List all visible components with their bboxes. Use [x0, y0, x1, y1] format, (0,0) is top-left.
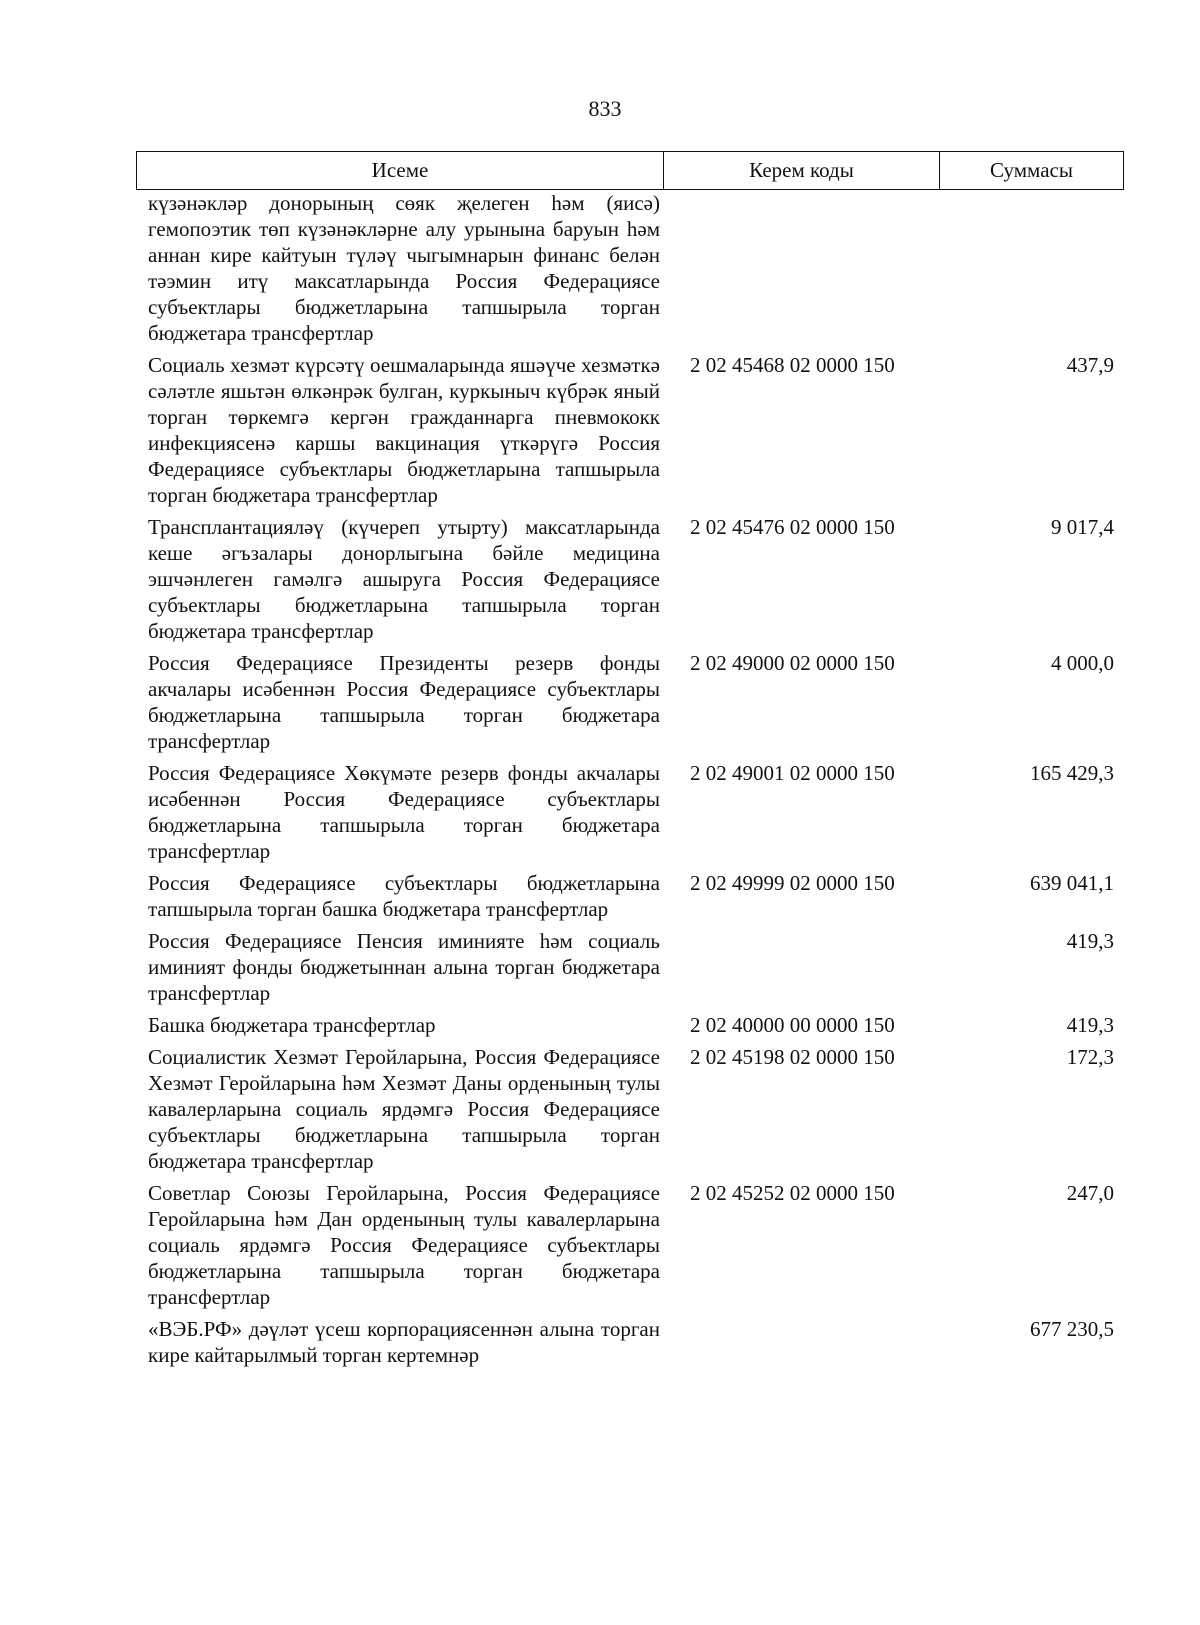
row-name: Россия Федерациясе Президенты резерв фонды акчалары исәбеннән Россия Федерациясе субъектлары бюджетларына тапшырыла торган бюджетара трансфертлар: [148, 651, 660, 753]
row-sum: 677 230,5: [1030, 1317, 1114, 1341]
row-sum: 419,3: [1066, 1013, 1114, 1037]
header-sum: Суммасы: [990, 158, 1073, 182]
row-sum: 165 429,3: [1030, 761, 1114, 785]
row-sum: 4 000,0: [1051, 651, 1114, 675]
table-row: [136, 870, 1124, 922]
table-body: [136, 190, 1124, 1368]
row-sum: [937, 190, 1124, 346]
table-row: [136, 190, 1124, 346]
table-row: [136, 514, 1124, 644]
row-code: 2 02 45198 02 0000 150: [690, 1045, 895, 1069]
row-name: күзәнәкләр донорының сөяк җелеген һәм (яисә) гемопоэтик төп күзәнәкләрне алу урынына баруын һәм аннан кире кайтуын түләү чыгымнарын финанс белән тәэмин итү максатларында Россия Федерациясе субъектлары бюджетларына тапшырыла торган бюджетара трансфертлар: [148, 191, 660, 345]
row-name: «ВЭБ.РФ» дәүләт үсеш корпорациясеннән алына торган кире кайтарылмый торган кертемнәр: [148, 1317, 660, 1367]
row-sum: 172,3: [1066, 1045, 1114, 1069]
row-code: 2 02 45476 02 0000 150: [690, 515, 895, 539]
row-code: 2 02 45252 02 0000 150: [690, 1181, 895, 1205]
row-name: Социалистик Хезмәт Геройларына, Россия Федерациясе Хезмәт Геройларына һәм Хезмәт Даны орденының тулы кавалерларына социаль ярдәмгә Россия Федерациясе субъектлары бюджетларына тапшырыла торган бюджетара трансфертлар: [148, 1045, 660, 1173]
table-row: [136, 1316, 1124, 1368]
row-name: Трансплантацияләү (күчереп утырту) максатларында кеше әгъзалары донорлыгына бәйле медицина эшчәнлеген гамәлгә ашыруга Россия Федерациясе субъектлары бюджетларына тапшырыла торган бюджетара трансфертлар: [148, 515, 660, 643]
header-code: Керем коды: [664, 152, 940, 189]
table-row: [136, 1044, 1124, 1174]
row-code: 2 02 49001 02 0000 150: [690, 761, 895, 785]
row-name: Башка бюджетара трансфертлар: [148, 1013, 436, 1037]
row-sum: 9 017,4: [1051, 515, 1114, 539]
table-row: [136, 650, 1124, 754]
row-name: Россия Федерациясе субъектлары бюджетларына тапшырыла торган башка бюджетара трансфертлар: [148, 871, 660, 921]
header-name: Исеме: [137, 152, 664, 189]
table-row: [136, 352, 1124, 508]
row-code: 2 02 49999 02 0000 150: [690, 871, 895, 895]
row-sum: 247,0: [1066, 1181, 1114, 1205]
row-code: 2 02 40000 00 0000 150: [690, 1013, 895, 1037]
row-name: Россия Федерациясе Хөкүмәте резерв фонды акчалары исәбеннән Россия Федерациясе субъектлары бюджетларына тапшырыла торган бюджетара трансфертлар: [148, 761, 660, 863]
row-code: [662, 928, 937, 1006]
table-row: [136, 760, 1124, 864]
table-row: [136, 928, 1124, 1006]
table-row: [136, 1180, 1124, 1310]
row-name: Россия Федерациясе Пенсия иминияте һәм социаль иминият фонды бюджетыннан алына торган бюджетара трансфертлар: [148, 929, 660, 1005]
table-header: [136, 151, 1124, 190]
row-code: 2 02 45468 02 0000 150: [690, 353, 895, 377]
budget-table: [136, 151, 1124, 1374]
row-code: 2 02 49000 02 0000 150: [690, 651, 895, 675]
row-sum: 639 041,1: [1030, 871, 1114, 895]
page-number: 833: [588, 96, 622, 121]
row-sum: 419,3: [1066, 929, 1114, 953]
row-code: [662, 1316, 937, 1368]
row-name: Социаль хезмәт күрсәтү оешмаларында яшәүче хезмәткә сәләтле яшьтән өлкәнрәк булган, куркыныч күбрәк яный торган төркемгә кергән гражданнарга пневмококк инфекциясенә каршы вакцинация үткәрүгә Россия Федерациясе субъектлары бюджетларына тапшырыла торган бюджетара трансфертлар: [148, 353, 660, 507]
row-code: [662, 190, 937, 346]
row-name: Советлар Союзы Геройларына, Россия Федерациясе Геройларына һәм Дан орденының тулы кавалерларына социаль ярдәмгә Россия Федерациясе субъектлары бюджетларына тапшырыла торган бюджетара трансфертлар: [148, 1181, 660, 1309]
table-row: [136, 1012, 1124, 1038]
row-sum: 437,9: [1066, 353, 1114, 377]
